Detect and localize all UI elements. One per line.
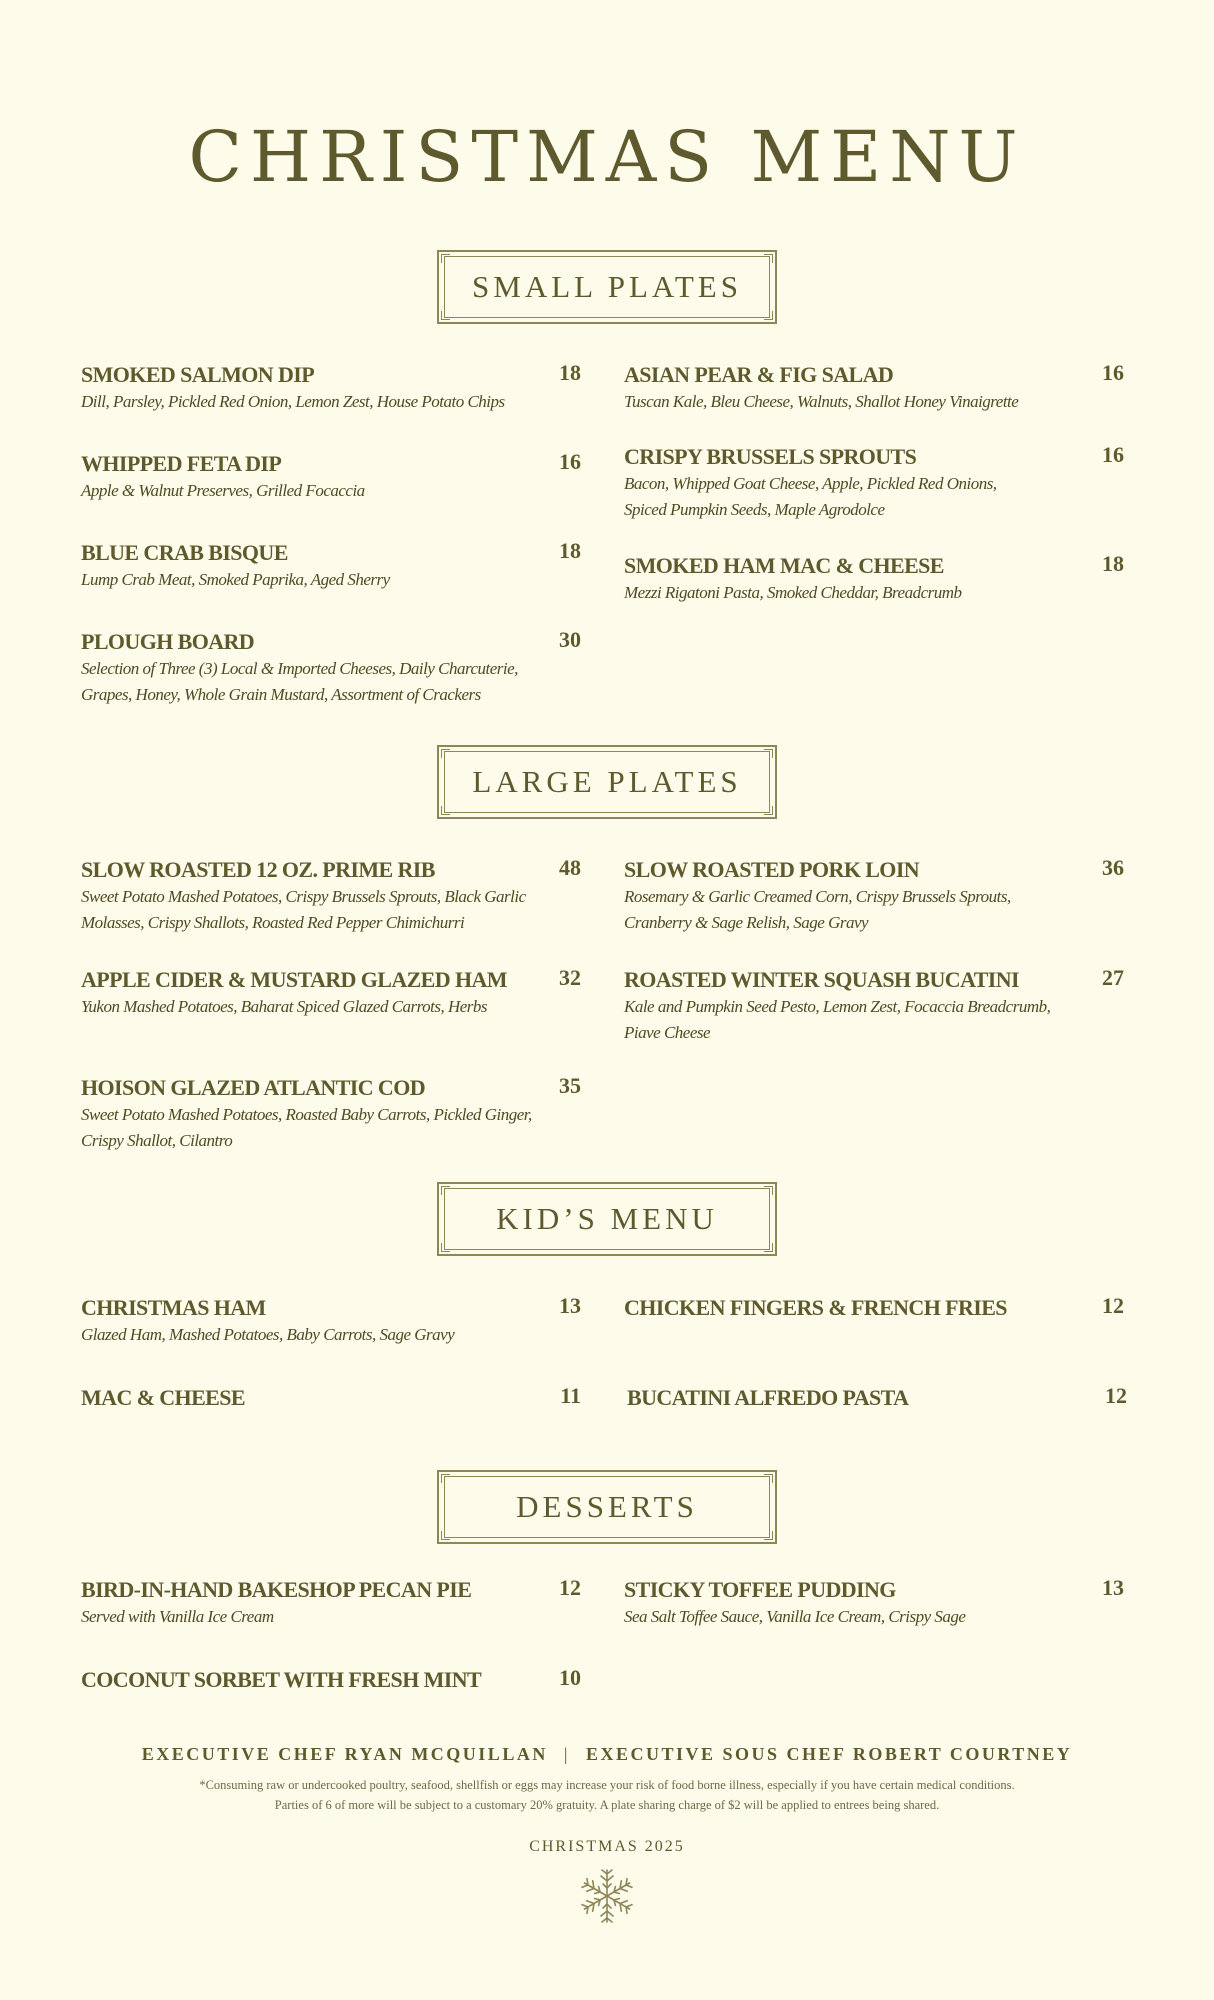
menu-item	[81, 966, 581, 1020]
item-name: SLOW ROASTED PORK LOIN	[624, 857, 920, 882]
item-name: BLUE CRAB BISQUE	[81, 540, 288, 565]
item-price: 11	[560, 1383, 581, 1408]
item-description: Kale and Pumpkin Seed Pesto, Lemon Zest, Focaccia Breadcrumb,	[624, 997, 1051, 1016]
item-name: WHIPPED FETA DIP	[81, 451, 282, 476]
section-frame	[437, 1182, 777, 1256]
item-name: HOISON GLAZED ATLANTIC COD	[81, 1075, 426, 1100]
item-name: APPLE CIDER & MUSTARD GLAZED HAM	[81, 967, 507, 992]
item-description: Cranberry & Sage Relish, Sage Gravy	[624, 913, 869, 932]
item-name: CHRISTMAS HAM	[81, 1295, 266, 1320]
footer-year: CHRISTMAS 2025	[529, 1838, 685, 1855]
item-price: 18	[1102, 551, 1124, 576]
menu-item	[81, 539, 581, 593]
section-header-large-plates	[0, 745, 1214, 819]
item-price: 12	[1105, 1383, 1127, 1408]
menu-item	[624, 552, 1124, 606]
item-price: 32	[559, 965, 581, 990]
item-description: Yukon Mashed Potatoes, Baharat Spiced Glazed Carrots, Herbs	[81, 997, 488, 1016]
item-description: Lump Crab Meat, Smoked Paprika, Aged Sherry	[81, 570, 390, 589]
section-title: LARGE PLATES	[472, 764, 742, 799]
item-description: Rosemary & Garlic Creamed Corn, Crispy Brussels Sprouts,	[624, 887, 1011, 906]
item-description: Dill, Parsley, Pickled Red Onion, Lemon Zest, House Potato Chips	[81, 392, 505, 411]
item-price: 16	[1102, 360, 1124, 385]
menu-item	[624, 1294, 1124, 1322]
item-name: MAC & CHEESE	[81, 1385, 245, 1410]
menu-item	[624, 966, 1124, 1046]
section-title: DESSERTS	[516, 1489, 698, 1524]
item-name: SMOKED HAM MAC & CHEESE	[624, 553, 944, 578]
menu-item	[81, 1576, 581, 1630]
item-name: ASIAN PEAR & FIG SALAD	[624, 362, 894, 387]
item-price: 18	[559, 538, 581, 563]
section-frame	[437, 745, 777, 819]
item-description: Selection of Three (3) Local & Imported Cheeses, Daily Charcuterie,	[81, 659, 518, 678]
section-header-kids-menu	[0, 1182, 1214, 1256]
item-name: CHICKEN FINGERS & FRENCH FRIES	[624, 1295, 1007, 1320]
menu-item	[81, 856, 581, 936]
item-description: Spiced Pumpkin Seeds, Maple Agrodolce	[624, 500, 885, 519]
item-price: 16	[559, 449, 581, 474]
item-name: SMOKED SALMON DIP	[81, 362, 315, 387]
item-description: Sweet Potato Mashed Potatoes, Roasted Baby Carrots, Pickled Ginger,	[81, 1105, 532, 1124]
item-description: Mezzi Rigatoni Pasta, Smoked Cheddar, Breadcrumb	[624, 583, 962, 602]
menu-item	[81, 361, 581, 415]
chef-separator: |	[563, 1744, 570, 1764]
section-frame	[437, 250, 777, 324]
menu-item	[624, 361, 1124, 415]
item-price: 12	[559, 1575, 581, 1600]
item-description: Molasses, Crispy Shallots, Roasted Red Pepper Chimichurri	[81, 913, 465, 932]
item-name: STICKY TOFFEE PUDDING	[624, 1577, 896, 1602]
item-description: Crispy Shallot, Cilantro	[81, 1131, 233, 1150]
section-title: KID’S MENU	[496, 1201, 718, 1236]
item-price: 27	[1102, 965, 1124, 990]
menu-item	[624, 1576, 1124, 1630]
item-description: Glazed Ham, Mashed Potatoes, Baby Carrots, Sage Gravy	[81, 1325, 455, 1344]
item-price: 12	[1102, 1293, 1124, 1318]
section-header-desserts	[0, 1470, 1214, 1544]
item-price: 48	[559, 855, 581, 880]
executive-chef: EXECUTIVE CHEF RYAN MCQUILLAN	[141, 1744, 548, 1764]
item-name: COCONUT SORBET WITH FRESH MINT	[81, 1667, 482, 1692]
menu-item	[81, 1294, 581, 1348]
item-price: 16	[1102, 442, 1124, 467]
item-name: CRISPY BRUSSELS SPROUTS	[624, 444, 917, 469]
item-price: 30	[559, 627, 581, 652]
section-frame	[437, 1470, 777, 1544]
item-price: 35	[559, 1073, 581, 1098]
menu-item	[624, 443, 1124, 523]
item-price: 13	[1102, 1575, 1124, 1600]
item-name: SLOW ROASTED 12 OZ. PRIME RIB	[81, 857, 435, 882]
menu-item	[81, 628, 581, 708]
menu-item	[81, 450, 581, 504]
item-price: 18	[559, 360, 581, 385]
item-price: 13	[559, 1293, 581, 1318]
item-name: BIRD-IN-HAND BAKESHOP PECAN PIE	[81, 1577, 472, 1602]
menu-item	[81, 1666, 581, 1694]
executive-sous-chef: EXECUTIVE SOUS CHEF ROBERT COURTNEY	[585, 1744, 1073, 1764]
item-description: Sweet Potato Mashed Potatoes, Crispy Brussels Sprouts, Black Garlic	[81, 887, 526, 906]
item-description: Apple & Walnut Preserves, Grilled Focaccia	[81, 481, 365, 500]
menu-item	[627, 1384, 1127, 1412]
item-name: BUCATINI ALFREDO PASTA	[627, 1385, 909, 1410]
menu-item	[81, 1384, 581, 1412]
item-name: PLOUGH BOARD	[81, 629, 255, 654]
menu-title: CHRISTMAS MENU	[188, 116, 1026, 198]
health-disclaimer: *Consuming raw or undercooked poultry, seafood, shellfish or eggs may increase your risk of food borne illness, especially if you have certain medical conditions.	[199, 1778, 1015, 1792]
item-price: 10	[559, 1665, 581, 1690]
item-description: Bacon, Whipped Goat Cheese, Apple, Pickled Red Onions,	[624, 474, 997, 493]
item-name: ROASTED WINTER SQUASH BUCATINI	[624, 967, 1020, 992]
item-price: 36	[1102, 855, 1124, 880]
chef-credits	[0, 1744, 1214, 1765]
section-title: SMALL PLATES	[472, 269, 742, 304]
item-description: Piave Cheese	[624, 1023, 711, 1042]
item-description: Tuscan Kale, Bleu Cheese, Walnuts, Shallot Honey Vinaigrette	[624, 392, 1019, 411]
item-description: Sea Salt Toffee Sauce, Vanilla Ice Cream, Crispy Sage	[624, 1607, 966, 1626]
snowflake-icon	[577, 1866, 637, 1926]
menu-item	[81, 1074, 581, 1154]
menu-item	[624, 856, 1124, 936]
gratuity-notice: Parties of 6 of more will be subject to a customary 20% gratuity. A plate sharing charge of $2 will be applied to entrees being shared.	[274, 1798, 940, 1812]
section-header-small-plates	[0, 250, 1214, 324]
item-description: Served with Vanilla Ice Cream	[81, 1607, 274, 1626]
item-description: Grapes, Honey, Whole Grain Mustard, Assortment of Crackers	[81, 685, 481, 704]
